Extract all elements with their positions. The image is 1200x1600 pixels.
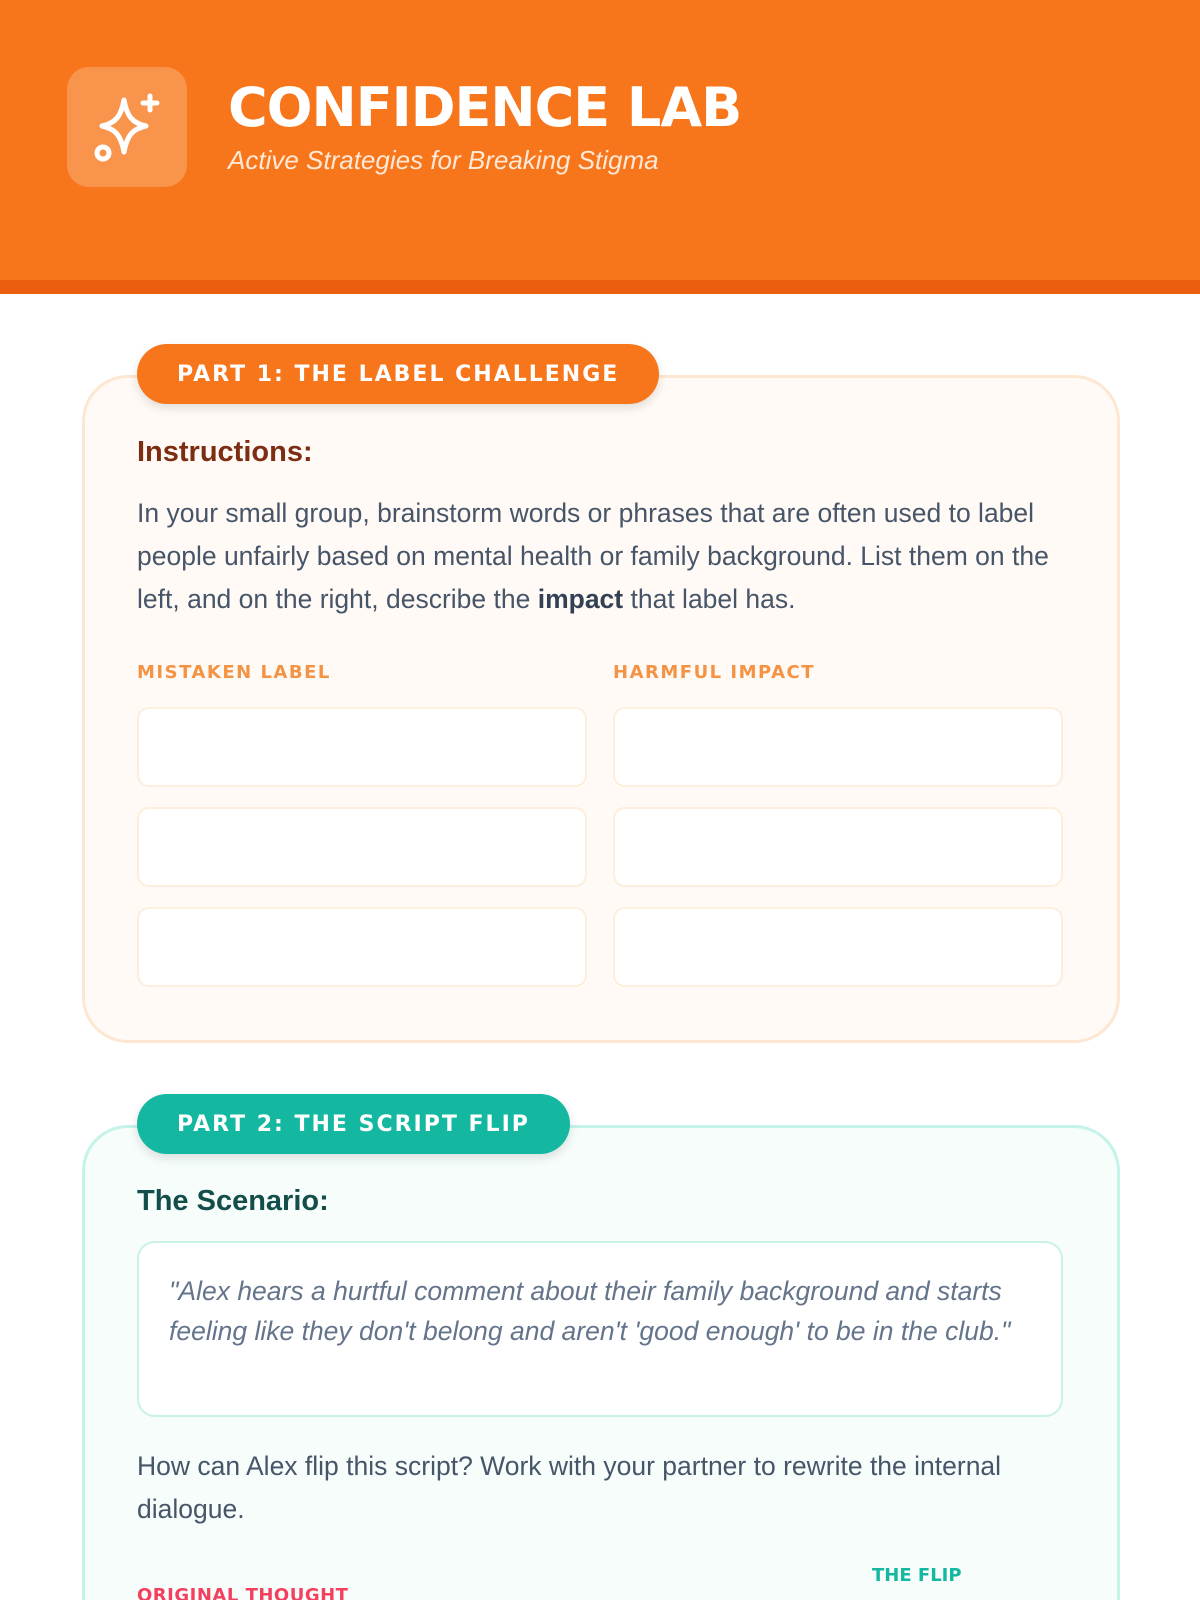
instructions-text-end: that label has.	[623, 584, 796, 614]
label-input-2[interactable]	[137, 807, 587, 887]
sparkles-icon	[90, 90, 164, 164]
label-input-1[interactable]	[137, 707, 587, 787]
the-flip-label: THE FLIP	[872, 1565, 962, 1586]
scenario-heading: The Scenario:	[137, 1185, 329, 1217]
harmful-impact-header: HARMFUL IMPACT	[613, 662, 815, 683]
instructions-text-bold: impact	[537, 584, 624, 614]
impact-input-1[interactable]	[613, 707, 1063, 787]
impact-input-2[interactable]	[613, 807, 1063, 887]
instructions-text	[137, 492, 1057, 621]
page-subtitle: Active Strategies for Breaking Stigma	[228, 145, 659, 175]
page-title: CONFIDENCE LAB	[228, 76, 742, 139]
mistaken-label-header: MISTAKEN LABEL	[137, 662, 331, 683]
header-stripe	[0, 280, 1200, 294]
script-flip-prompt: How can Alex flip this script? Work with your partner to rewrite the internal dialogue.	[137, 1451, 1002, 1524]
label-input-3[interactable]	[137, 907, 587, 987]
instructions-heading: Instructions:	[137, 436, 313, 468]
part2-badge: PART 2: THE SCRIPT FLIP	[137, 1094, 570, 1154]
original-thought-label: ORIGINAL THOUGHT	[137, 1585, 349, 1600]
logo	[67, 67, 187, 187]
impact-input-3[interactable]	[613, 907, 1063, 987]
part1-badge: PART 1: THE LABEL CHALLENGE	[137, 344, 659, 404]
scenario-quote: "Alex hears a hurtful comment about their family background and starts feeling like they don't belong and aren't 'good enough' to be in the club."	[137, 1241, 1063, 1417]
instructions-text-start: In your small group, brainstorm words or phrases that are often used to label people unfairly based on mental health or family background. List them on the left, and on the right, describe the	[137, 498, 1049, 614]
